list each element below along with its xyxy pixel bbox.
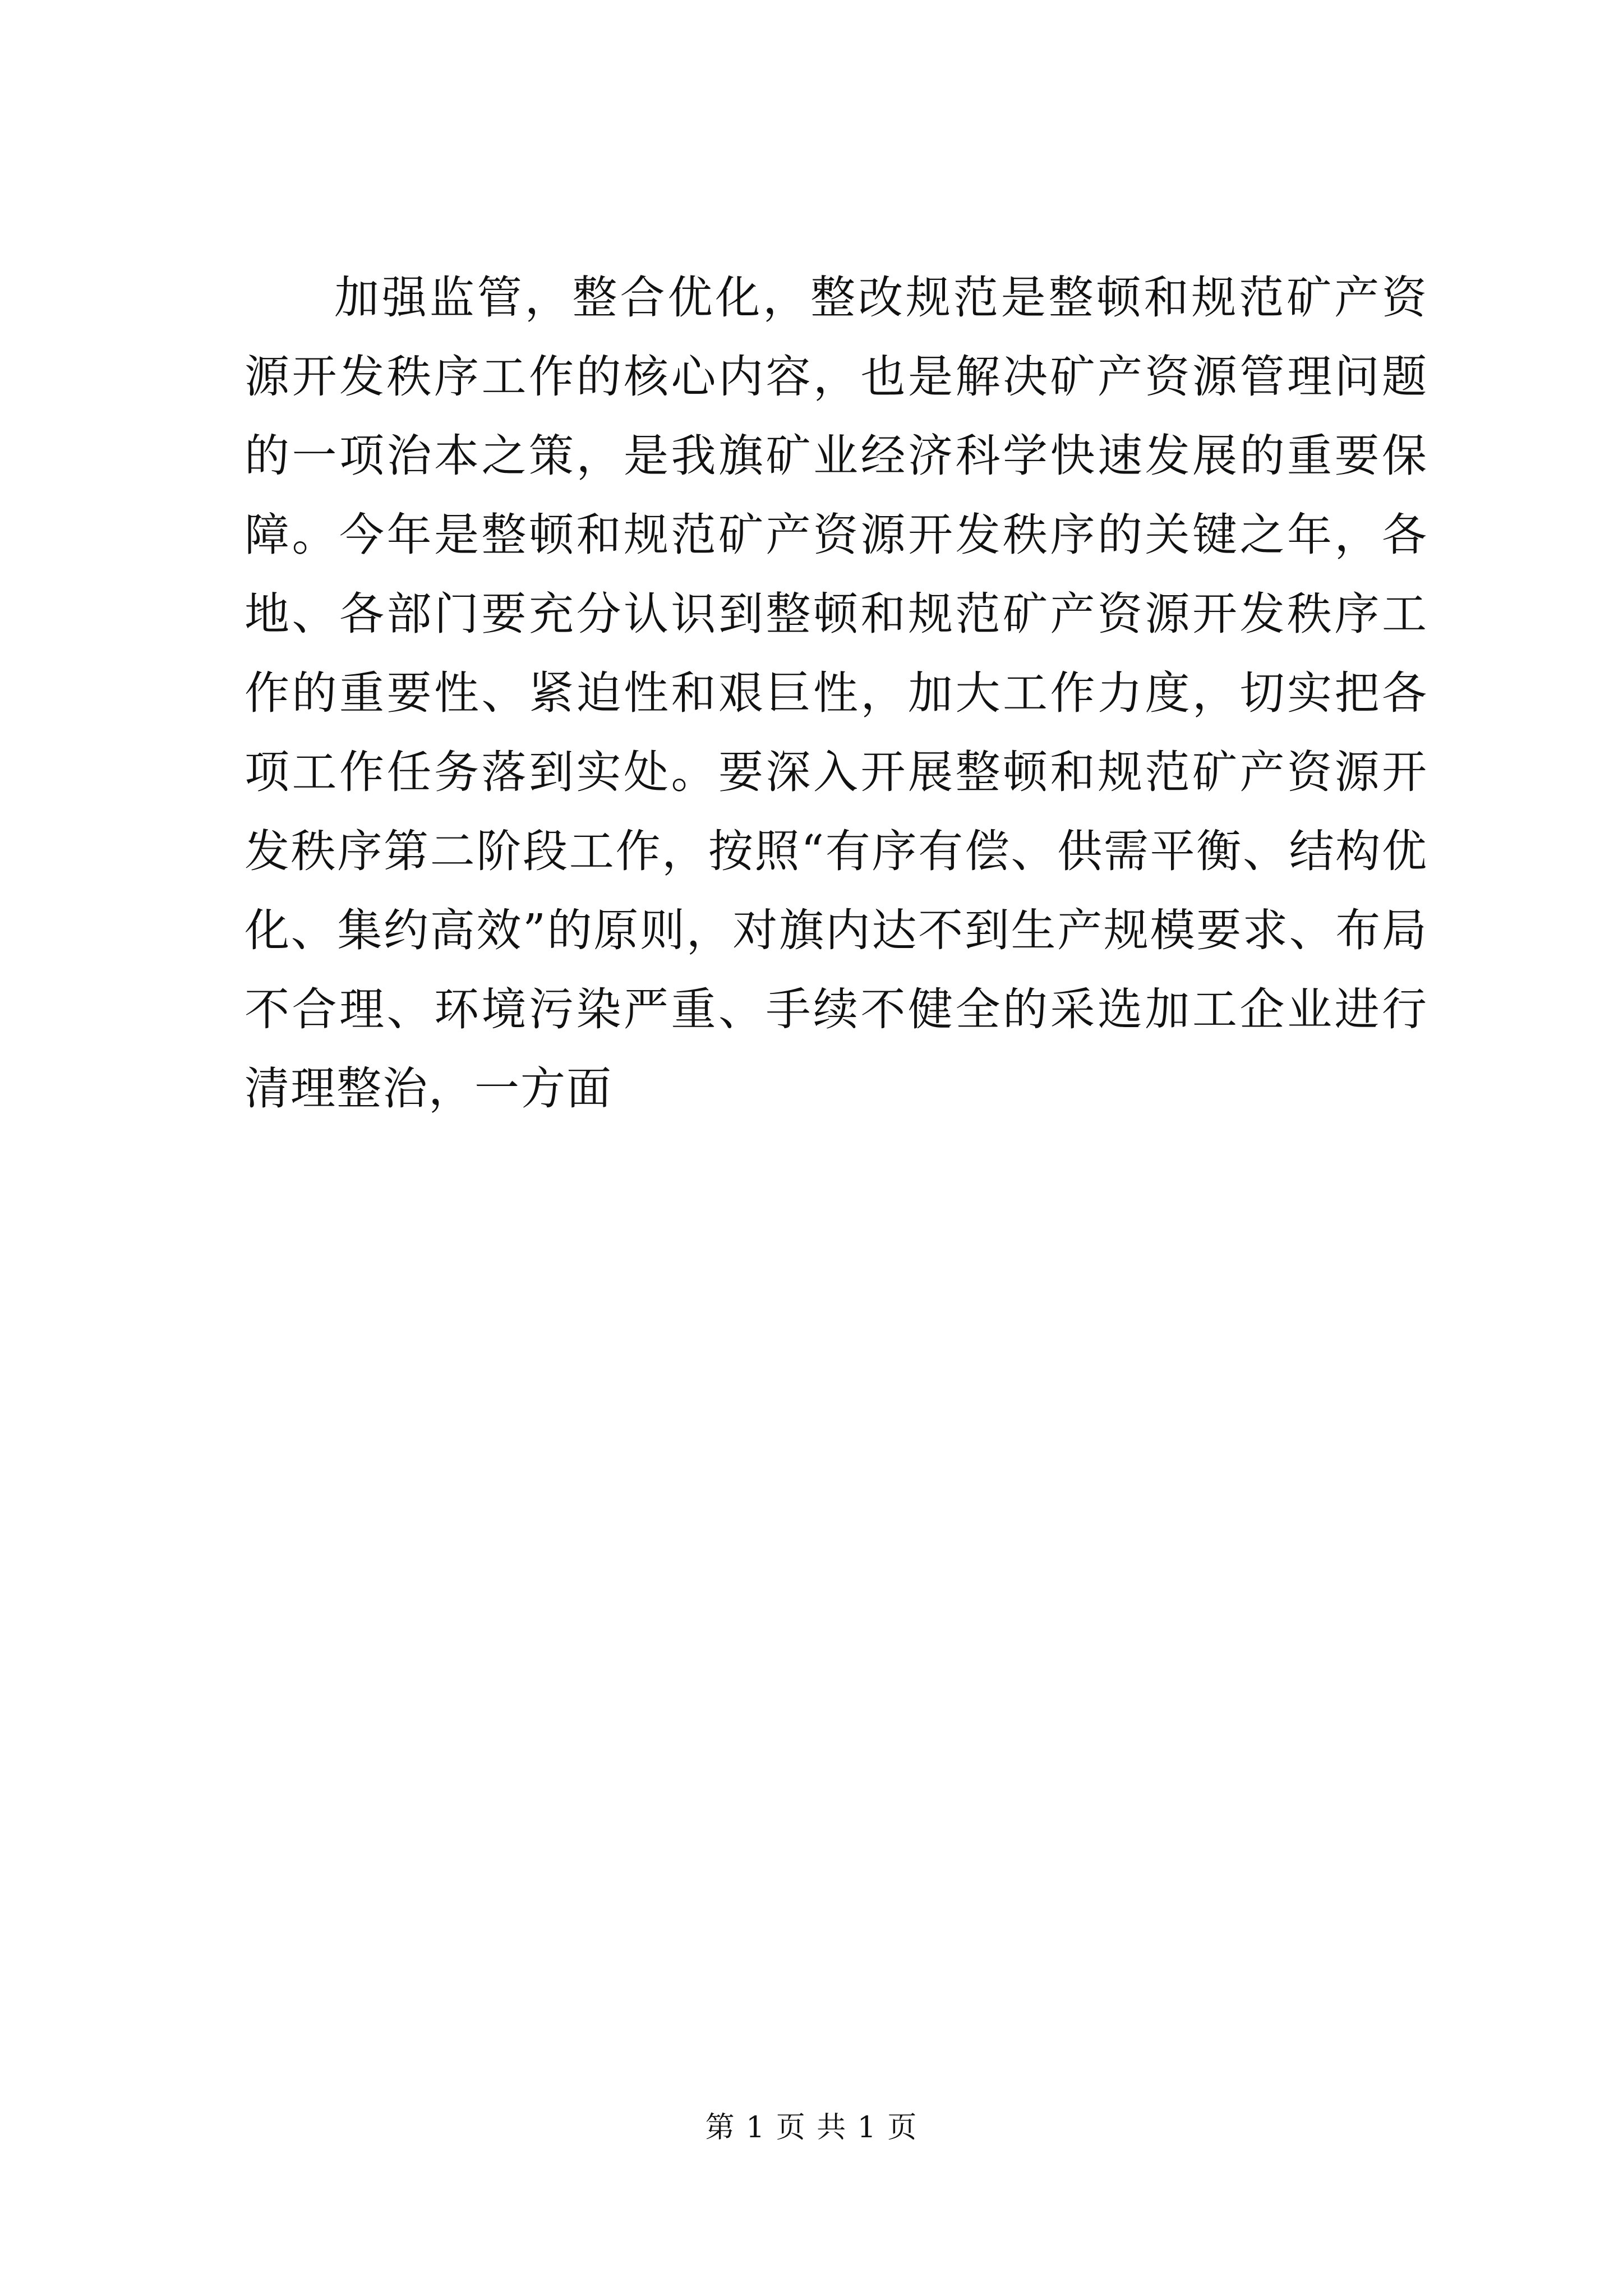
body-paragraph: 加强监管，整合优化，整改规范是整顿和规范矿产资源开发秩序工作的核心内容，也是解决矿产资源管理问题的一项治本之策，是我旗矿业经济科学快速发展的重要保障。今年是整顿和规范矿产资源开发秩序的关键之年，各地、各部门要充分认识到整顿和规范矿产资源开发秩序工作的重要性、紧迫性和艰巨性，加大工作力度，切实把各项工作任务落到实处。要深入开展整顿和规范矿产资源开发秩序第二阶段工作，按照“有序有偿、供需平衡、结构优化、集约高效”的原则，对旗内达不到生产规模要求、布局不合理、环境污染严重、手续不健全的采选加工企业进行清理整治，一方面 bbox=[245, 272, 1428, 1115]
page-footer: 第 1 页 共 1 页 bbox=[705, 2111, 918, 2145]
